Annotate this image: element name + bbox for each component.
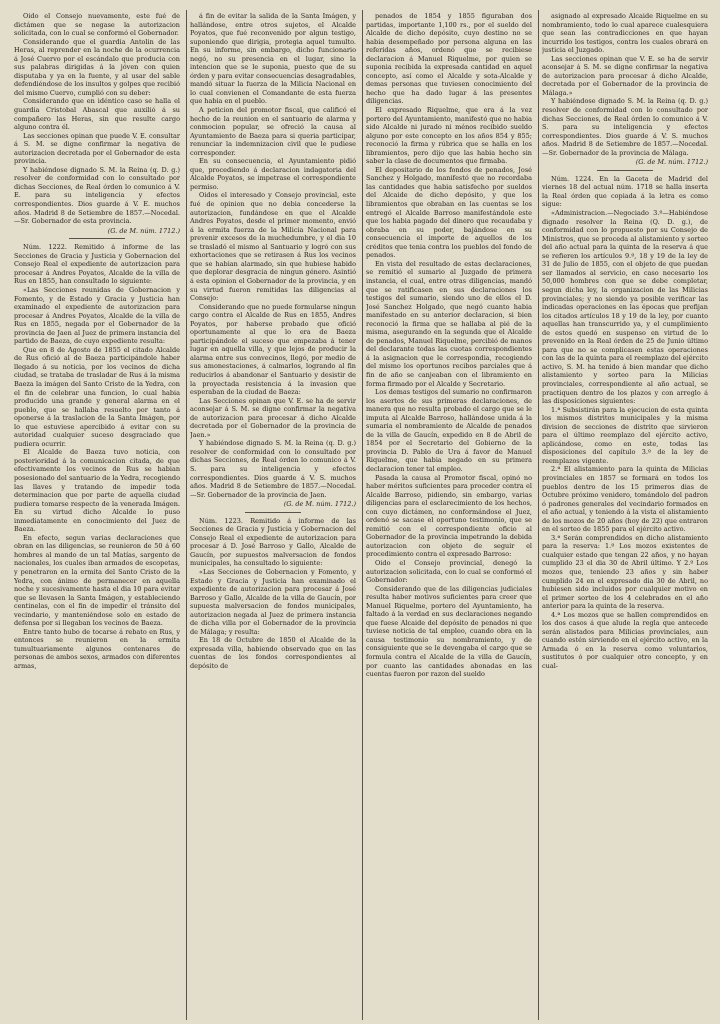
gazette-source-reference: (G. de M. núm. 1712.) xyxy=(635,158,708,167)
paragraph: En efecto, segun varias declaraciones que obran en las diligencias, se reunieron de 50 á 60 hombres al mando de un tal Matías, sargento de nacionales, los cuales iban armados de escopetas, y penetraron en la ermita del Santo Cristo de la Yedra, con ánimo de permanecer en aquella noche y sucesivamente hasta el dia 10 para evitar que se llevasen la Santa Imágen, y estableciendo centinelas, con el fin de impedir el tránsito del vecindario, y manteniéndose solo en estado de defensa por si llegaban los vecinos de Baeza. xyxy=(14,533,180,628)
article-block xyxy=(190,12,356,513)
paragraph: Y habiéndose dignado S. M. la Reina (q. D. g.) resolver de conformidad con lo consultado por dichas Secciones, de Real órden lo comunico á V. S. para su inteligencia y efectos correspondientes. Dios guarde á V. S. muchos años. Madrid 8 de Setiembre de 1857.—Nocedal.—Sr. Gobernador de la provincia de Málaga. xyxy=(542,97,708,157)
paragraph: El expresado Riquelme, que era á la vez portero del Ayuntamiento, manifestó que no habia sido Alcalde ni jurado ni ménos recibido sueldo alguno por este concepto en los años 854 y 855; reconoció la firma y rúbrica que se halla en los libramientos, pero dijo que las habia hecho sin saber la clase de documentos que firmaba. xyxy=(366,106,532,166)
paragraph: Las secciones opinan que V. E. se ha de servir aconsejar á S. M. se digne confirmar la negativa de autorizacion para procesar á dicho Alcalde, decretada por el Gobernador de la provincia de Málaga.» xyxy=(542,54,708,97)
paragraph: 3.ª Serán comprendidos en dicho alistamiento para la reserva: 1.º Los mozos existentes de cualquier estado que tengan 22 años, y no hayan cumplido 23 el dia 30 de Abril último. Y 2.º Los mozos que, teniendo 23 años y sin haber cumplido 24 en el expresado dia 30 de Abril, no hubiesen sido incluidos por cualquier motivo en el primer sorteo de los 4 celebrados en el año anterior para la quinta de la reserva. xyxy=(542,533,708,611)
gazette-source-reference: (G. de M. núm. 1712.) xyxy=(107,226,180,235)
paragraph: Y habiéndose dignado S. M. la Reina (q. D. g.) resolver de conformidad con lo consultado por dichas Secciones, de Real órden lo comunico á V. E. para su inteligencia y efectos correspondientes. Dios guarde á V. E. muchos años. Madrid 8 de Setiembre de 1857.—Nocedal.—Sr. Gobernador de esta provincia. xyxy=(14,165,180,226)
paragraph: 2.ª El alistamiento para la quinta de Milicias provinciales en 1857 se formará en todos los pueblos dentro de los 15 primeros dias de Octubre próximo venidero, tomándolo del padron ó padrones generales del vecindario formados en el año actual, y teniendo á la vista el alistamiento de los mozos de 20 años (hoy de 22) que entraron en el sorteo de 1855 para el ejército activo. xyxy=(542,465,708,534)
paragraph: «Las Secciones reunidas de Gobernacion y Fomento, y de Estado y Gracia y Justicia han examinado el expediente de autorizacion para procesar á Andres Poyatos, Alcalde de la villa de Rus en 1855, negada por el Gobernador de la provincia de Jaen al Juez de primera instancia del partido de Baeza, de cuyo expediente resulta: xyxy=(14,285,180,346)
article-separator xyxy=(69,238,125,239)
paragraph: Oido el Consejo provincial, denegó la autorizacion solicitada, con lo cual se conformó el Gobernador: xyxy=(366,559,532,585)
column-rule xyxy=(362,10,363,1020)
article-block xyxy=(366,12,532,679)
paragraph: 4.ª Los mozos que se hallen comprendidos en los dos casos á que alude la regla que antecede serán alistados para Milicias provinciales, aun cuando estén sirviendo en el ejército activo, en la Armada ó en la reserva como voluntarios, sustitutos ó por cualquier otro concepto, y en cual- xyxy=(542,610,708,671)
paragraph: Núm. 1223. Remitido á informe de las Secciones de Gracia y Justicia y Gobernacion del Consejo Real el expediente de autorizacion para procesar á D. José Barroso y Gallo, Alcalde de Gaucín, por supuestos malversacion de fondos municipales, ha consultado lo siguiente: xyxy=(190,516,356,568)
column-rule xyxy=(538,10,539,1020)
paragraph: Oido el Consejo nuevamente, este fué de dictámen que se negase la autorizacion solicitada, con lo cual se conformó el Gobernador. xyxy=(14,12,180,38)
paragraph: Considerando que en idéntico caso se halla el guardia Cristobal Abascal que auxilió á su compañero las Heras, sin que resulte cargo alguno contra él. xyxy=(14,97,180,132)
paragraph: Las secciones opinan que puede V. E. consultar á S. M. se digne confirmar la negativa de autorizacion decretada por el Gobernador de esta provincia. xyxy=(14,131,180,166)
paragraph: 1.ª Subsistirán para la ejecucion de esta quinta los mismos distritos municipales y la misma division de secciones de distrito que sirvieron para el último reemplazo del ejército activo, aplicándose, como en este, todas las disposiciones del capítulo 3.º de la ley de reemplazos vigente. xyxy=(542,405,708,465)
paragraph: «Administracion.—Negociado 3.º—Habiéndose dignado resolver la Reina (Q. D. g.), de conformidad con lo propuesto por su Consejo de Ministros, que se proceda al alistamiento y sorteo del año actual para la quinta de la reserva á que se refieren los artículos 9.º, 18 y 19 de la ley de 31 de Julio de 1855, con el objeto de que puedan ser llamados al servicio, en caso necesario los 50,000 hombres con que se debe completar, segun dicha ley, la organizacion de las Milicias provinciales; y no siendo ya posible verificar las indicadas operaciones en las épocas que prefijan los citados artículos 18 y 19 de la ley, por cuanto aquellas han transcurrido ya, y el cumplimiento de estos quedó en suspenso en virtud de lo prevenido en la Real órden de 25 de Junio último para que no se complicasen estas operaciones con las de la quinta para el reemplazo del ejército activo, S. M. ha tenido á bien mandar que dicho alistamiento y sorteo para la Milicias provinciales, correspondiente al año actual, se practiquen dentro de los plazos y con arreglo á las disposiciones siguientes: xyxy=(542,209,708,406)
text-column xyxy=(14,12,180,1024)
text-column xyxy=(366,12,532,1024)
paragraph: Entre tanto hubo de tocarse á rebato en Rus, y entonces se reunieron en la ermita tumultuariamente algunos centenares de personas de ambos sexos, armados con diferentes armas, xyxy=(14,627,180,671)
article-block xyxy=(542,175,708,671)
paragraph: Considerando que no puede formularse ningun cargo contra el Alcalde de Rus en 1855, Andres Poyatos, por haberse probado que ofició oportunamente al que lo era de Baeza participándole el suceso que empezaba á tener lugar en aquella villa, y que lejos de producir la alarma entre sus convecinos, llegó, por medio de sus amonestaciones, á calmarlos, logrando al fin reducirlos á abandonar el Santuario y desistir de la proyectada resistencia á la invasion que esperaban de la ciudad de Baeza: xyxy=(190,302,356,397)
paragraph: asignado al expresado Alcaide Riquelme en su nombramiento, todo lo cual aparece cualesquiera que sean las contradicciones en que hayan incurrido los testigos, contra los cuales obrará en justicia el Juzgado. xyxy=(542,12,708,55)
paragraph: A peticion del promotor fiscal, que calificó el hecho de la reunion en el santuario de alarma y conmocion popular, se ofreció la causa al Ayuntamiento de Baeza para si queria participar, renunciar la indemnizacion civil que le pudiese corresponder. xyxy=(190,106,356,157)
gazette-source-reference: (G. de M. núm. 1712.) xyxy=(283,500,356,509)
paragraph: penados de 1854 y 1855 figuraban dos partidas, importante 1,100 rs., por el sueldo del Alcalde de dicho depósito, cuyo destino no se habia desempeñado por persona alguna en las referidas años, ordenó que se recibiese declaracion á Manuel Riquelme, por quien se suponia recibida la expresada cantidad en aquel concepto, así como el Alcalde y sota-Alcalde y demas personas que tuviesen conocimiento del hecho que ha dado lugar á las presentes diligencias. xyxy=(366,12,532,106)
paragraph: El depositario de los fondos de penados, José Sanchez y Holgado, manifestó que no recordaba las cantidades que habia satisfecho por sueldos del Alcaide de dicho depósito, y que los libramientos que obraban en las cuentas se los entregó el Alcalde Barroso manifestándole este que los habia pagado del dinero que recaudaba y obraba en su poder, bajándose en su consecuencia el importe de aquellos de los créditos que tenia contra los pueblos del fondo de penados. xyxy=(366,165,532,260)
paragraph: El Alcalde de Baeza tuvo noticia, con posterioridad á la comunicacion citada, de que efectivamente los vecinos de Rus se habian posesionado del santuario de la Yedra, recogiendo las llaves y tratando de impedir toda determinacion que por parte de aquella ciudad pudiera tomarse respecto de la venerada Imágen. En su virtud dicho Alcalde lo puso inmediatamente en conocimiento del Juez de Baeza. xyxy=(14,448,180,534)
paragraph: Oidos el interesado y Consejo provincial, este fué de opinion que no debia concederse la autorizacion, fundándose en que el Alcalde Andres Poyatos, desde el primer momento, envió á la ermita fuerza de la Milicia Nacional para prevenir excesos de la muchedumbre, y el dia 10 se trasladó el mismo al Santuario y logró con sus exhortaciones que se retirasen á Rus los vecinos que se habian alarmado, sin que hubiese habido que deplorar desgracia de ningun género. Asintió á esta opinion el Gobernador de la provincia, y en su virtud fueron remitidas las diligencias al Consejo: xyxy=(190,191,356,303)
article-block xyxy=(14,12,180,239)
paragraph: á fin de evitar la salida de la Santa Imágen, y hallándose, entre otros sujetos, el Alcalde Poyatos, que fué reconvenido por algun testigo, suponiendo que dirigia, protegia aquel tumulto. En su informe, sin embargo, dicho funcionario negó, no su presencia en el lugar, sino la intencion que se le suponia, puesto que de su órden y para evitar consecuencias desagradables, mandó situar la fuerza de la Milicia Nacional en lo cual convienen el Comandante de esta fuerza que habia en el pueblo. xyxy=(190,12,356,106)
paragraph: Las Secciones opinan que V. E. se ha de servir aconsejar á S. M. se digne confirmar la negativa de autorizacion para procesar á dicho Alcalde decretada por el Gobernador de la provincia de Jaen.» xyxy=(190,396,356,439)
text-column xyxy=(190,12,356,1024)
article-block xyxy=(190,517,356,671)
paragraph: Núm. 1222. Remitido á informe de las Secciones de Gracia y Justicia y Gobernacion del Consejo Real el expediente de autorizacion para procesar á Andres Poyatos, Alcalde de la villa de Rus en 1855, han consultado lo siguiente: xyxy=(14,243,180,286)
text-column xyxy=(542,12,708,1024)
paragraph: En 18 de Octubre de 1850 el Alcalde de la expresada villa, habiendo observado que en las cuentas de los fondos correspondientes al depósito de xyxy=(190,636,356,671)
paragraph: Que en 8 de Agosto de 1855 el citado Alcalde de Rus ofició al de Baeza participándole haber llegado á su noticia, por los vecinos de dicha ciudad, se trataba de trasladar de Rus á la misma Baeza la imágen del Santo Cristo de la Yedra, con el fin de celebrar una funcion, lo cual habia producido una grande y general alarma en el pueblo, que se hallaba resuelto por tanto á oponerse á la traslacion de la Santa Imágen, por lo que estuviese apercibido á evitar con su autoridad cualquier suceso desgraciado que pudiera ocurrir. xyxy=(14,345,180,448)
column-rule xyxy=(186,10,187,1020)
paragraph: Considerando que de las diligencias judiciales resulta haber motivos suficientes para creer que Manuel Riquelme, portero del Ayuntamiento, ha faltado á la verdad en sus declaraciones negando que fuese Alcaide del depósito de penados ni que tuviese noticia de tal empleo, cuando obra en la causa testimonio su nombramiento, y de consiguiente que se le devengaba el cargo que se formula contra el Alcalde de la villa de Gaucín, por cuanto las cantidades abonadas en las cuentas fueron por razon del sueldo xyxy=(366,584,532,679)
paragraph: Núm. 1224. En la Gaceta de Madrid del viernes 18 del actual núm. 1718 se halla inserta la Real órden que copiada á la letra es como sigue: xyxy=(542,174,708,209)
article-separator xyxy=(245,512,301,513)
article-block xyxy=(542,12,708,171)
paragraph: En su consecuencia, el Ayuntamiento pidió que, procediendo á declaracion indagatoria del Alcalde Poyatos, se impetrase el correspondiente permiso. xyxy=(190,157,356,191)
paragraph: Y habiéndose dignado S. M. la Reina (q. D. g.) resolver de conformidad con lo consultado por dichas Secciones, de Real órden lo comunico á V. S. para su inteligencia y efectos correspondientes. Dios guarde á V. S. muchos años. Madrid 8 de Setiembre de 1857.—Nocedal.—Sr. Gobernador de la provincia de Jaen. xyxy=(190,439,356,499)
article-separator xyxy=(597,170,653,171)
paragraph: «Las Secciones de Gobernacion y Fomento, y Estado y Gracia y Justicia han examinado el expediente de autorizacion para procesar á José Barroso y Gallo, Alcalde de la villa de Gaucín, por supuesta malversacion de fondos municipales, autorizacion negada al Juez de primera instancia de dicha villa por el Gobernador de la provincia de Málaga; y resulta: xyxy=(190,568,356,636)
paragraph: En vista del resultado de estas declaraciones, se remitió el sumario al Juzgado de primera instancia, el cual, entre otras diligencias, mandó que se ratificasen en sus declaraciones los testigos del sumario, siendo uno de ellos el D. José Sanchez Holgado, que negó cuanto habia manifestado en su anterior declaracion, si bien reconoció la firma que se hallaba al pié de la misma, asegurando en la segunda que el Alcalde de penados, Manuel Riquelme, percibió de manos del declarante todas las cuotas correspondientes á la asignacion que le correspondia, recogiendo del mismo los oportunos recibos parciales que á fin de año se canjeaban con el libramiento en forma firmado por el Alcalde y Secretario. xyxy=(366,259,532,388)
paragraph: Pasada la causa al Promotor fiscal, opinó no haber méritos suficientes para proceder contra el Alcalde Barroso, pidiendo, sin embargo, varias diligencias para el esclarecimiento de los hechos, con cuyo dictámen, no conformándose el Juez, ordenó se sacase el oportuno testimonio, que se remitió con el correspondiente oficio al Gobernador de la provincia impetrando la debida autorizacion con objeto de seguir el procedimiento contra el expresado Barroso: xyxy=(366,473,532,559)
paragraph: Los demas testigos del sumario no confirmaron los asertos de sus primeras declaraciones, de manera que no resulta probado el cargo que se le imputa al Alcalde Barroso, hallándose unida á la sumaria el nombramiento de Alcalde de penados de la villa de Gaucín, expedido en 8 de Abril de 1854 por el Secretario del Gobierno de la provincia D. Pablo de Ura á favor de Manuel Riquelme, que habia negado en su primera declaracion tener tal empleo. xyxy=(366,388,532,473)
paragraph: Considerando que el guardia Antolin de las Heras, al reprender en la noche de la ocurrencia á José Cuervo por el escándalo que producia con sus palabras dirigidas á la jóven con quien disputaba y ya en la fuente, y al usar del sable defendiéndose de los insultos y golpes que recibió del mismo Cuervo, cumplió con su deber: xyxy=(14,37,180,97)
article-block xyxy=(14,243,180,670)
